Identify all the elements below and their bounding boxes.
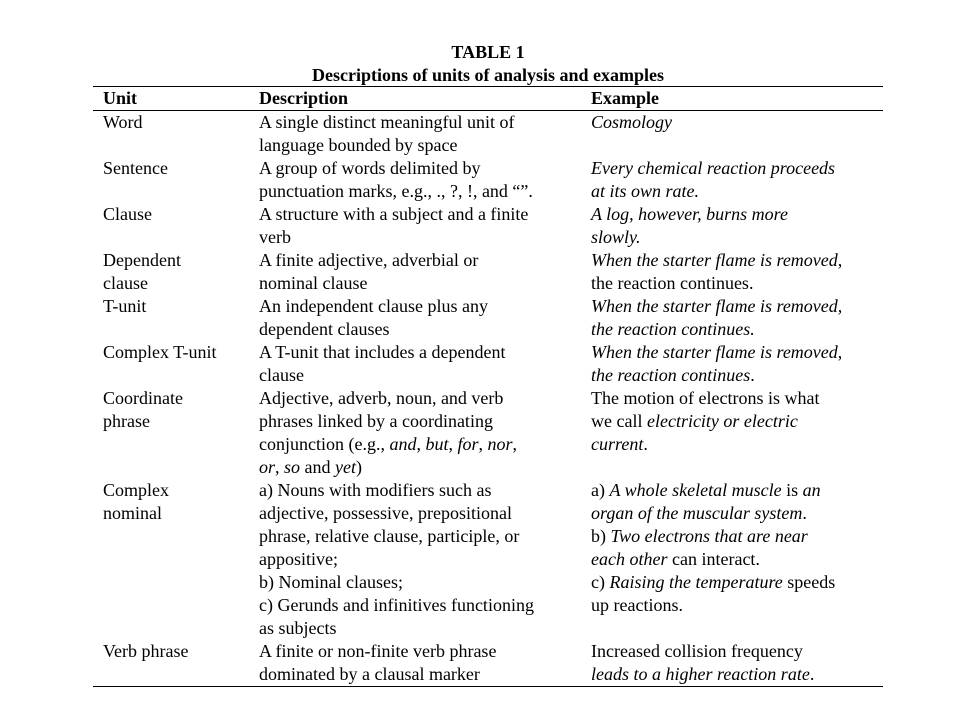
cell-line bbox=[591, 157, 883, 180]
italic-text: or bbox=[259, 457, 276, 477]
description-cell bbox=[259, 479, 591, 640]
cell-line: language bounded by space bbox=[259, 135, 458, 155]
italic-text: slowly. bbox=[591, 227, 641, 247]
italic-text: so bbox=[284, 457, 301, 477]
units-table bbox=[93, 87, 883, 686]
text: speeds bbox=[782, 572, 836, 592]
table-body bbox=[93, 111, 883, 686]
cell-line bbox=[259, 433, 591, 456]
table-row bbox=[93, 157, 883, 203]
cell-line bbox=[591, 548, 883, 571]
cell-line bbox=[591, 387, 883, 410]
text: , bbox=[478, 434, 488, 454]
italic-text: A whole skeletal muscle bbox=[609, 480, 782, 500]
text: up reactions. bbox=[591, 595, 683, 615]
description-cell bbox=[259, 295, 591, 341]
table-row bbox=[93, 203, 883, 249]
cell-line bbox=[591, 341, 883, 364]
cell-line: a) Nouns with modifiers such as bbox=[259, 480, 492, 500]
cell-line: clause bbox=[103, 273, 148, 293]
italic-text: nor bbox=[487, 434, 513, 454]
header-description: Description bbox=[259, 88, 348, 108]
cell-line bbox=[591, 364, 883, 387]
italic-text: When the starter flame is removed, bbox=[591, 296, 843, 316]
description-cell bbox=[259, 387, 591, 479]
cell-line: appositive; bbox=[259, 549, 338, 569]
table-number: TABLE 1 bbox=[451, 42, 525, 62]
cell-line bbox=[591, 525, 883, 548]
cell-line: nominal clause bbox=[259, 273, 368, 293]
text: can interact. bbox=[667, 549, 760, 569]
unit-cell bbox=[93, 387, 259, 433]
cell-line: dependent clauses bbox=[259, 319, 390, 339]
italic-text: at its own rate. bbox=[591, 181, 700, 201]
cell-line: clause bbox=[259, 365, 304, 385]
cell-line bbox=[591, 203, 883, 226]
text: . bbox=[802, 503, 807, 523]
text: c) bbox=[591, 572, 610, 592]
italic-text: the reaction continues. bbox=[591, 319, 755, 339]
text: . bbox=[809, 664, 815, 684]
italic-text: an bbox=[802, 480, 821, 500]
table-row bbox=[93, 111, 883, 157]
cell-line: An independent clause plus any bbox=[259, 296, 488, 316]
italic-text: organ of the muscular system bbox=[591, 503, 803, 523]
text: conjunction (e.g., bbox=[259, 434, 390, 454]
cell-line: nominal bbox=[103, 503, 162, 523]
text: . bbox=[643, 434, 648, 454]
text: and bbox=[300, 457, 336, 477]
description-cell bbox=[259, 111, 591, 157]
italic-text: but bbox=[425, 434, 449, 454]
example-cell bbox=[591, 157, 883, 203]
example-cell bbox=[591, 203, 883, 249]
cell-line: verb bbox=[259, 227, 291, 247]
cell-line bbox=[259, 410, 591, 433]
italic-text: and bbox=[389, 434, 417, 454]
text: , bbox=[275, 457, 285, 477]
italic-text: yet bbox=[335, 457, 357, 477]
unit-cell bbox=[93, 479, 259, 525]
description-cell bbox=[259, 341, 591, 387]
cell-line bbox=[591, 295, 883, 318]
text: , bbox=[837, 250, 843, 270]
italic-text: A log, however, burns more bbox=[591, 204, 788, 224]
italic-text: When the starter flame is removed bbox=[591, 250, 838, 270]
text: the reaction continues. bbox=[591, 273, 754, 293]
cell-line bbox=[591, 502, 883, 525]
text: b) bbox=[591, 526, 611, 546]
cell-line: as subjects bbox=[259, 618, 337, 638]
cell-line bbox=[591, 640, 883, 663]
italic-text: Cosmology bbox=[591, 112, 672, 132]
italic-text: When the starter flame is removed bbox=[591, 342, 838, 362]
text: . bbox=[750, 365, 755, 385]
cell-line bbox=[591, 571, 883, 594]
description-cell bbox=[259, 157, 591, 203]
example-cell bbox=[591, 479, 883, 617]
cell-line: A single distinct meaningful unit of bbox=[259, 112, 515, 132]
table-row bbox=[93, 249, 883, 295]
cell-line: b) Nominal clauses; bbox=[259, 572, 403, 592]
cell-line: A finite or non-finite verb phrase bbox=[259, 641, 497, 661]
table-row bbox=[93, 295, 883, 341]
cell-line: Clause bbox=[103, 204, 152, 224]
text: Increased collision frequency bbox=[591, 641, 803, 661]
cell-line: Sentence bbox=[103, 158, 168, 178]
table-row bbox=[93, 387, 883, 479]
text: The motion of electrons is what bbox=[591, 388, 820, 408]
example-cell bbox=[591, 341, 883, 387]
italic-text: current bbox=[591, 434, 644, 454]
unit-cell bbox=[93, 295, 259, 318]
text: , bbox=[512, 434, 518, 454]
text: is bbox=[781, 480, 803, 500]
text: a) bbox=[591, 480, 610, 500]
unit-cell bbox=[93, 157, 259, 180]
cell-line bbox=[591, 318, 883, 341]
text: , bbox=[448, 434, 458, 454]
cell-line bbox=[259, 387, 591, 410]
description-cell bbox=[259, 249, 591, 295]
text: , bbox=[837, 342, 843, 362]
italic-text: for bbox=[457, 434, 479, 454]
header-row bbox=[93, 87, 883, 110]
description-cell bbox=[259, 640, 591, 686]
italic-text: Every chemical reaction proceeds bbox=[591, 158, 836, 178]
cell-line: A finite adjective, adverbial or bbox=[259, 250, 479, 270]
cell-line: Complex T-unit bbox=[103, 342, 217, 362]
cell-line bbox=[591, 433, 883, 456]
cell-line: phrase bbox=[103, 411, 150, 431]
cell-line: Dependent bbox=[103, 250, 181, 270]
text: phrases linked by a coordinating bbox=[259, 411, 493, 431]
unit-cell bbox=[93, 203, 259, 226]
italic-text: each other bbox=[591, 549, 668, 569]
cell-line bbox=[591, 479, 883, 502]
example-cell bbox=[591, 387, 883, 456]
cell-line bbox=[591, 663, 883, 686]
cell-line: Coordinate bbox=[103, 388, 183, 408]
table-row bbox=[93, 479, 883, 640]
cell-line bbox=[591, 180, 883, 203]
cell-line: Verb phrase bbox=[103, 641, 189, 661]
cell-line: T-unit bbox=[103, 296, 147, 316]
header-unit: Unit bbox=[103, 88, 138, 108]
text: Adjective, adverb, noun, and verb bbox=[259, 388, 504, 408]
unit-cell bbox=[93, 341, 259, 364]
table-row bbox=[93, 640, 883, 686]
cell-line bbox=[591, 226, 883, 249]
cell-line bbox=[591, 410, 883, 433]
cell-line: punctuation marks, e.g., ., ?, !, and “”. bbox=[259, 181, 533, 201]
cell-line: A structure with a subject and a finite bbox=[259, 204, 529, 224]
example-cell bbox=[591, 295, 883, 341]
cell-line bbox=[591, 272, 883, 295]
cell-line: A T-unit that includes a dependent bbox=[259, 342, 506, 362]
italic-text: Raising the temperature bbox=[609, 572, 783, 592]
cell-line bbox=[591, 594, 883, 617]
header-example: Example bbox=[591, 88, 660, 108]
bottom-rule bbox=[93, 686, 883, 687]
text: , bbox=[416, 434, 426, 454]
text: ) bbox=[356, 457, 363, 477]
table-title: Descriptions of units of analysis and examples bbox=[311, 65, 665, 85]
cell-line bbox=[591, 111, 883, 134]
cell-line: A group of words delimited by bbox=[259, 158, 481, 178]
cell-line: Complex bbox=[103, 480, 169, 500]
table-row bbox=[93, 341, 883, 387]
unit-cell bbox=[93, 249, 259, 295]
unit-cell bbox=[93, 640, 259, 663]
example-cell bbox=[591, 249, 883, 295]
cell-line: Word bbox=[103, 112, 143, 132]
unit-cell bbox=[93, 111, 259, 134]
example-cell bbox=[591, 640, 883, 686]
italic-text: electricity or electric bbox=[646, 411, 798, 431]
cell-line: adjective, possessive, prepositional bbox=[259, 503, 512, 523]
example-cell bbox=[591, 111, 883, 134]
cell-line bbox=[591, 249, 883, 272]
italic-text: leads to a higher reaction rate bbox=[591, 664, 810, 684]
description-cell bbox=[259, 203, 591, 249]
cell-line: phrase, relative clause, participle, or bbox=[259, 526, 520, 546]
cell-line: c) Gerunds and infinitives functioning bbox=[259, 595, 534, 615]
text: we call bbox=[591, 411, 647, 431]
cell-line bbox=[259, 456, 591, 479]
italic-text: the reaction continues bbox=[591, 365, 751, 385]
italic-text: Two electrons that are near bbox=[610, 526, 808, 546]
cell-line: dominated by a clausal marker bbox=[259, 664, 480, 684]
